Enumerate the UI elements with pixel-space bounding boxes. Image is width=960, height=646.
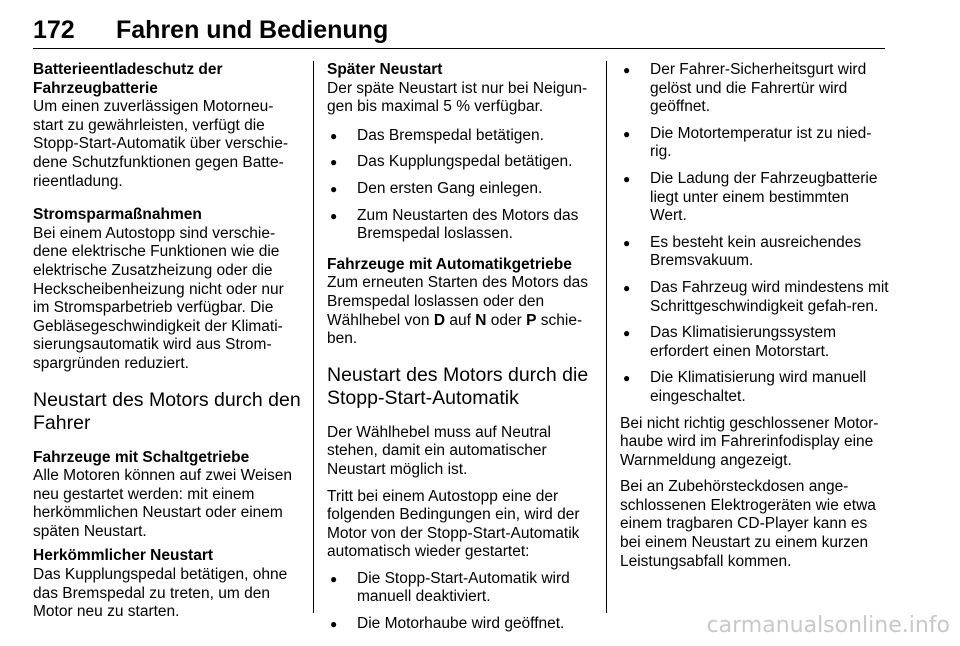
page-header (33, 12, 885, 49)
section-automatic-gearbox (327, 256, 597, 349)
list-item: ● Das Bremspedal betätigen. (327, 127, 597, 146)
section-title: Fahrzeuge mit Schaltgetriebe (33, 448, 250, 466)
list-item: ● Das Kupplungspedal betätigen. (327, 153, 597, 172)
paragraph-conditions: Tritt bei einem Autostopp eine der folgenden Bedingungen ein, wird der Motor von der Stopp-Start-Automatik automatisch wieder gestartet: (327, 487, 580, 561)
list-item: ● Die Ladung der Fahrzeugbatterie liegt unter einem bestimmten Wert. (620, 170, 890, 226)
list-item: ● Der Fahrer-Sicherheitsgurt wird gelöst und die Fahrertür wird geöffnet. (620, 61, 890, 117)
column-2 (327, 61, 597, 646)
chapter-title: Fahren und Bedienung (116, 16, 389, 44)
column-3 (620, 61, 890, 586)
section-power-saving (33, 206, 303, 373)
section-late-restart (327, 61, 597, 117)
column-1 (33, 61, 303, 637)
restart-conditions-continued (620, 61, 890, 407)
list-item: ● Die Motorhaube wird geöffnet. (327, 615, 597, 634)
section-conventional-restart (33, 547, 303, 621)
section-text: Das Kupplungspedal betätigen, ohne das Bremspedal zu treten, um den Motor neu zu starten. (33, 566, 288, 621)
list-item: ● Die Stopp-Start-Automatik wird manuell deaktiviert. (327, 570, 597, 607)
section-manual-gearbox (33, 449, 303, 542)
section-title: Herkömmlicher Neustart (33, 547, 214, 565)
section-title: Fahrzeuge mit Automatikgetriebe (327, 255, 572, 273)
section-title: Batterieentladeschutz der Fahrzeugbatterie (33, 61, 223, 97)
gear-p: P (526, 311, 537, 329)
list-item: ● Die Klimatisierung wird manuell eingeschaltet. (620, 369, 890, 406)
column-divider-2 (606, 61, 607, 613)
heading-driver-restart: Neustart des Motors durch den Fahrer (33, 388, 301, 434)
gear-d: D (433, 311, 446, 329)
list-item: ● Es besteht kein ausreichendes Bremsvakuum. (620, 234, 890, 271)
section-text: Zum erneuten Starten des Motors das Bremspedal loslassen oder den Wählhebel von (327, 274, 589, 329)
list-item: ● Zum Neustarten des Motors das Bremspedal loslassen. (327, 207, 597, 244)
section-text: Der späte Neustart ist nur bei Neigun-gen bis maximal 5 % verfügbar. (327, 79, 588, 116)
section-text: oder (490, 311, 522, 329)
late-restart-steps (327, 127, 597, 244)
section-text: Bei einem Autostopp sind verschie-dene elektrische Funktionen wie die elektrische Zusatzheizung oder die Heckscheibenheizung nicht oder nur im Stromsparbetrieb verfügbar. Die Gebläsegeschwindigkeit der Klimati-sierungsautomatik wird aus Strom-spargründen reduziert. (33, 224, 284, 372)
list-item: ● Die Motortemperatur ist zu nied-rig. (620, 125, 890, 162)
heading-automatic-restart: Neustart des Motors durch die Stopp-Start-Automatik (327, 363, 589, 409)
page-number: 172 (33, 16, 75, 44)
column-divider-1 (313, 61, 314, 613)
restart-conditions (327, 570, 597, 634)
paragraph-neutral: Der Wählhebel muss auf Neutral stehen, damit ein automatischer Neustart möglich ist. (327, 423, 551, 478)
section-text: Alle Motoren können auf zwei Weisen neu gestartet werden: mit einem herkömmlichen Neustart oder einem späten Neustart. (33, 467, 293, 540)
watermark: carmanualsonline.info (706, 613, 950, 638)
list-item: ● Den ersten Gang einlegen. (327, 180, 597, 199)
section-text: Um einen zuverlässigen Motorneu-start zu gewährleisten, verfügt die Stopp-Start-Automatik über verschie-dene Schutzfunktionen gegen Batte-rieentladung. (33, 98, 288, 190)
section-title: Stromsparmaßnahmen (33, 206, 202, 224)
list-item: ● Das Klimatisierungssystem erfordert einen Motorstart. (620, 324, 890, 361)
section-text: schie-ben. (327, 311, 583, 348)
paragraph-power-drop: Bei an Zubehörsteckdosen ange-schlossenen Elektrogeräten wie etwa einem tragbaren CD-Player kann es bei einem Neustart zu einem kurzen Leistungsabfall kommen. (620, 478, 876, 570)
paragraph-hood-warning: Bei nicht richtig geschlossener Motor-haube wird im Fahrerinfodisplay eine Warnmeldung angezeigt. (620, 414, 879, 469)
section-title: Später Neustart (327, 61, 443, 78)
list-item: ● Das Fahrzeug wird mindestens mit Schrittgeschwindigkeit gefah-ren. (620, 279, 890, 316)
section-battery (33, 61, 303, 191)
gear-n: N (475, 311, 487, 329)
section-text: auf (449, 311, 471, 329)
